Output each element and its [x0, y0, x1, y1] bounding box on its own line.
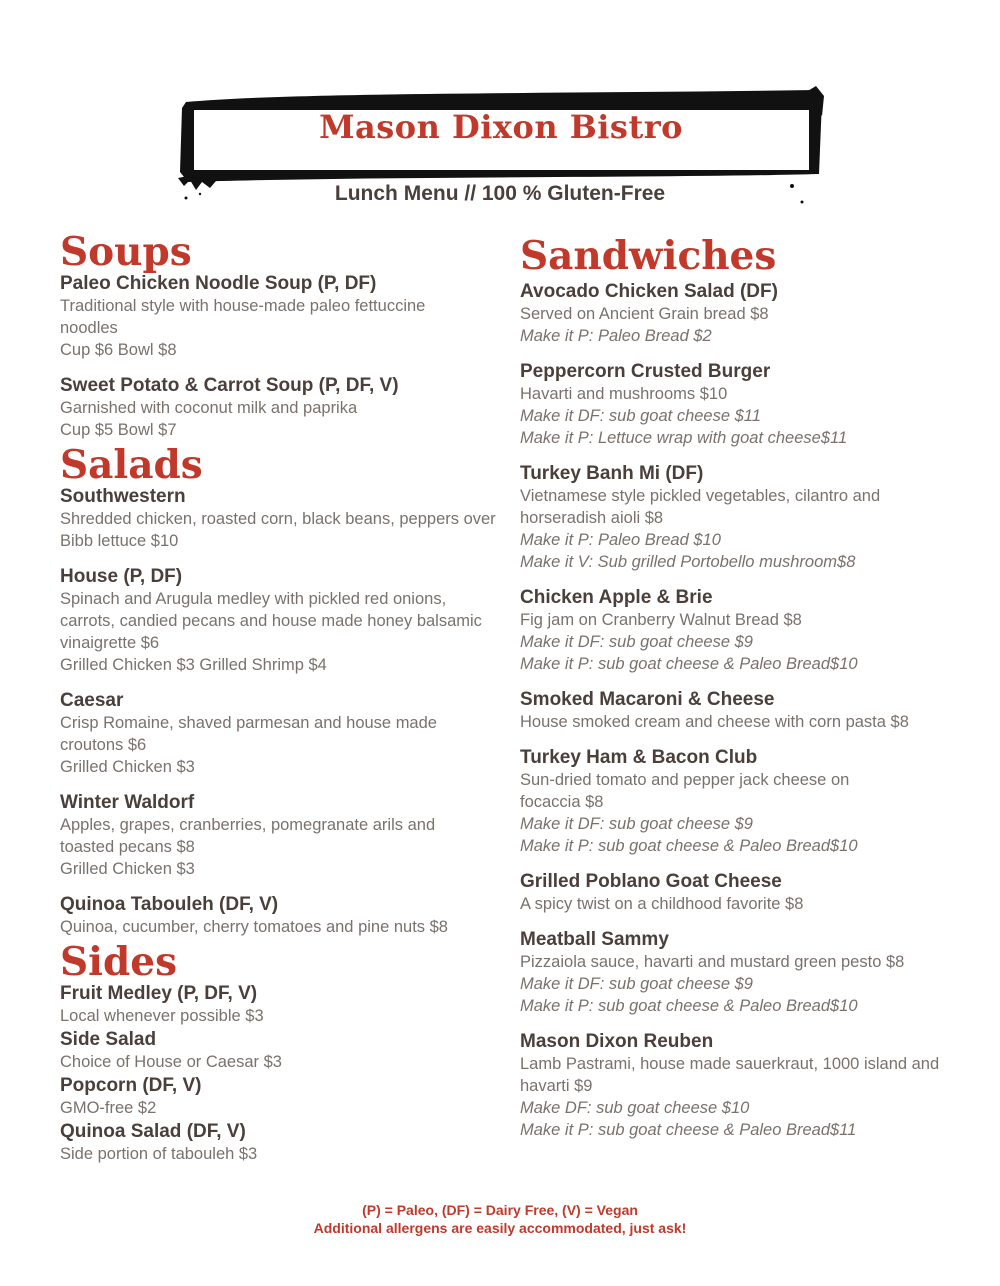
- sides-section: [60, 938, 505, 1165]
- menu-item-description: Garnished with coconut milk and paprika: [60, 398, 358, 417]
- menu-item-description: vinaigrette $6: [60, 633, 160, 652]
- menu-item-name: Caesar: [60, 689, 124, 711]
- menu-item-description: Bibb lettuce $10: [60, 531, 179, 550]
- menu-item-description: Apples, grapes, cranberries, pomegranate arils and: [60, 815, 436, 834]
- menu-item-name: Peppercorn Crusted Burger: [520, 360, 771, 382]
- menu-item: [60, 690, 505, 778]
- menu-item: [520, 463, 965, 573]
- sides-list: [60, 983, 505, 1165]
- menu-item-name: Winter Waldorf: [60, 791, 195, 813]
- menu-item-description: Grilled Chicken $3 Grilled Shrimp $4: [60, 655, 327, 674]
- menu-item: [60, 894, 505, 938]
- sandwiches-section: [520, 233, 965, 1141]
- menu-item-description: Served on Ancient Grain bread $8: [520, 304, 769, 323]
- menu-item-description: carrots, candied pecans and house made honey balsamic: [60, 611, 482, 630]
- menu-item-description: Shredded chicken, roasted corn, black beans, peppers over: [60, 509, 496, 528]
- section-title-soups: Soups: [60, 229, 192, 275]
- salads-section: [60, 441, 505, 938]
- menu-item-option: Make it DF: sub goat cheese $11: [520, 406, 761, 425]
- menu-item: [60, 1075, 505, 1119]
- salads-list: [60, 486, 505, 938]
- menu-item-option: Make it DF: sub goat cheese $9: [520, 632, 753, 651]
- menu-item-option: Make it P: Paleo Bread $10: [520, 530, 721, 549]
- menu-item-description: toasted pecans $8: [60, 837, 195, 856]
- menu-item-option: Make it P: sub goat cheese & Paleo Bread$10: [520, 996, 858, 1015]
- menu-item: [520, 587, 965, 675]
- menu-item-option: Make DF: sub goat cheese $10: [520, 1098, 750, 1117]
- menu-item-name: Southwestern: [60, 485, 186, 507]
- menu-item: [60, 1029, 505, 1073]
- menu-item-description: Spinach and Arugula medley with pickled red onions,: [60, 589, 447, 608]
- allergen-legend: [0, 1201, 1000, 1237]
- menu-item-name: Avocado Chicken Salad (DF): [520, 280, 778, 302]
- menu-item-name: Turkey Banh Mi (DF): [520, 462, 704, 484]
- menu-item-description: Cup $6 Bowl $8: [60, 340, 177, 359]
- menu-subtitle: Lunch Menu // 100 % Gluten-Free: [334, 182, 666, 205]
- legend-line: (P) = Paleo, (DF) = Dairy Free, (V) = Vegan: [362, 1202, 638, 1218]
- menu-item-description: Choice of House or Caesar $3: [60, 1052, 282, 1071]
- menu-item-name: Popcorn (DF, V): [60, 1074, 202, 1096]
- accommodation-note: Additional allergens are easily accommodated, just ask!: [313, 1220, 687, 1236]
- menu-item-description: Vietnamese style pickled vegetables, cilantro and: [520, 486, 881, 505]
- menu-item: [60, 566, 505, 676]
- menu-item-description: Local whenever possible $3: [60, 1006, 264, 1025]
- menu-item-description: Side portion of tabouleh $3: [60, 1144, 258, 1163]
- menu-item: [520, 1031, 965, 1141]
- menu-item-option: Make it P: Paleo Bread $2: [520, 326, 712, 345]
- menu-item: [60, 273, 505, 361]
- menu-item: [520, 281, 965, 347]
- menu-item-option: Make it P: sub goat cheese & Paleo Bread$10: [520, 654, 858, 673]
- menu-item-description: GMO-free $2: [60, 1098, 157, 1117]
- menu-item: [520, 747, 965, 857]
- section-title-sides: Sides: [60, 938, 178, 985]
- menu-item-option: Make it DF: sub goat cheese $9: [520, 814, 753, 833]
- menu-item-name: Chicken Apple & Brie: [520, 586, 713, 608]
- menu-item-description: Havarti and mushrooms $10: [520, 384, 728, 403]
- menu-item: [60, 1121, 505, 1165]
- menu-item-description: horseradish aioli $8: [520, 508, 664, 527]
- menu-item-description: Fig jam on Cranberry Walnut Bread $8: [520, 610, 802, 629]
- menu-item-name: Grilled Poblano Goat Cheese: [520, 870, 782, 892]
- menu-item-description: Grilled Chicken $3: [60, 757, 195, 776]
- right-column: [520, 233, 965, 1155]
- left-column: [60, 229, 505, 1167]
- menu-item-name: House (P, DF): [60, 565, 183, 587]
- menu-item: [520, 929, 965, 1017]
- menu-item-option: Make it P: Lettuce wrap with goat cheese$11: [520, 428, 848, 447]
- menu-item: [520, 871, 965, 915]
- menu-item-name: Paleo Chicken Noodle Soup (P, DF): [60, 272, 377, 294]
- menu-item-description: Grilled Chicken $3: [60, 859, 195, 878]
- section-title-sandwiches: Sandwiches: [520, 233, 777, 279]
- menu-item-name: Quinoa Salad (DF, V): [60, 1120, 246, 1142]
- menu-item-description: House smoked cream and cheese with corn pasta $8: [520, 712, 909, 731]
- menu-item-name: Meatball Sammy: [520, 928, 669, 950]
- sandwiches-list: [520, 281, 965, 1141]
- menu-item: [60, 792, 505, 880]
- menu-item: [520, 361, 965, 449]
- menu-item: [60, 983, 505, 1027]
- menu-item-description: A spicy twist on a childhood favorite $8: [520, 894, 804, 913]
- restaurant-title: Mason Dixon Bistro: [319, 108, 683, 146]
- menu-item-name: Turkey Ham & Bacon Club: [520, 746, 758, 768]
- menu-item-name: Side Salad: [60, 1028, 157, 1050]
- soups-section: [60, 229, 505, 441]
- menu-item: [60, 486, 505, 552]
- menu-item-description: havarti $9: [520, 1076, 593, 1095]
- menu-item-name: Sweet Potato & Carrot Soup (P, DF, V): [60, 374, 399, 396]
- menu-item: [520, 689, 965, 733]
- menu-item-description: croutons $6: [60, 735, 147, 754]
- menu-item-name: Fruit Medley (P, DF, V): [60, 982, 258, 1004]
- menu-item-description: Quinoa, cucumber, cherry tomatoes and pine nuts $8: [60, 917, 448, 936]
- menu-item-description: noodles: [60, 318, 118, 337]
- menu-item-option: Make it DF: sub goat cheese $9: [520, 974, 753, 993]
- menu-item-option: Make it V: Sub grilled Portobello mushroom$8: [520, 552, 856, 571]
- menu-item-name: Mason Dixon Reuben: [520, 1030, 714, 1052]
- menu-item-option: Make it P: sub goat cheese & Paleo Bread$10: [520, 836, 858, 855]
- menu-item-name: Quinoa Tabouleh (DF, V): [60, 893, 279, 915]
- menu-item-name: Smoked Macaroni & Cheese: [520, 688, 775, 710]
- menu-item-description: Pizzaiola sauce, havarti and mustard green pesto $8: [520, 952, 905, 971]
- menu-item-description: Crisp Romaine, shaved parmesan and house made: [60, 713, 437, 732]
- soups-list: [60, 273, 505, 441]
- menu-item-description: Cup $5 Bowl $7: [60, 420, 177, 439]
- menu-item-description: Sun-dried tomato and pepper jack cheese on: [520, 770, 850, 789]
- menu-item-description: Traditional style with house-made paleo fettuccine: [60, 296, 426, 315]
- menu-item-description: focaccia $8: [520, 792, 604, 811]
- menu-item-description: Lamb Pastrami, house made sauerkraut, 1000 island and: [520, 1054, 940, 1073]
- menu-item-option: Make it P: sub goat cheese & Paleo Bread$11: [520, 1120, 857, 1139]
- menu-item: [60, 375, 505, 441]
- section-title-salads: Salads: [60, 441, 203, 488]
